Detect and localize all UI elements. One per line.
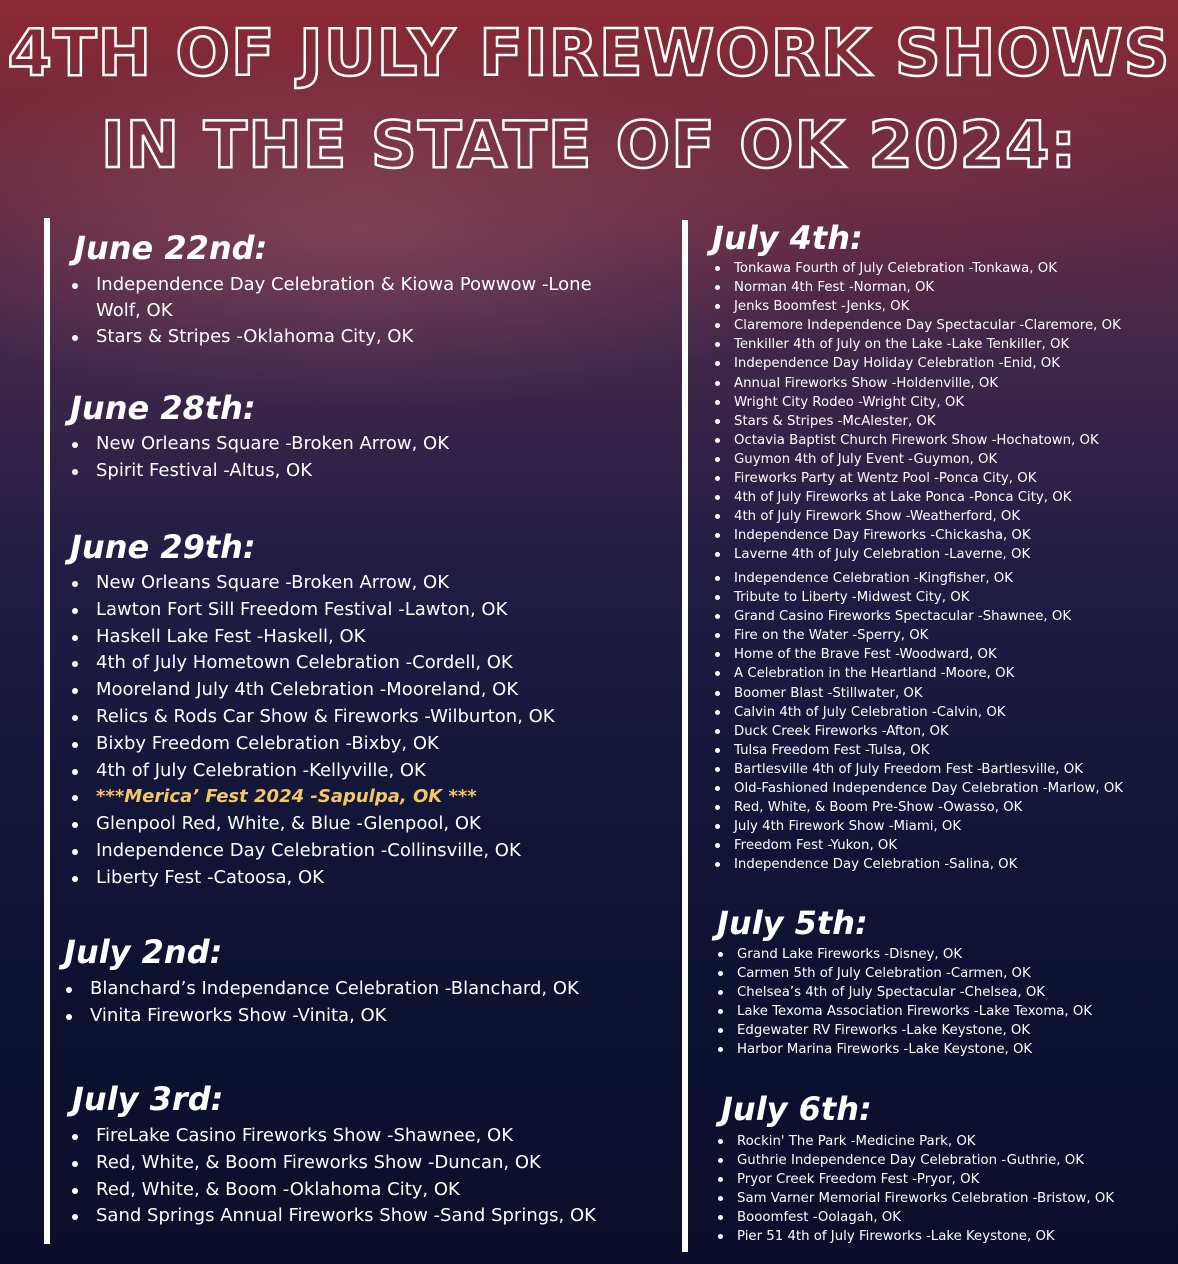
list-item: 4th of July Firework Show -Weatherford, OK xyxy=(714,507,1121,526)
list-item: Duck Creek Fireworks -Afton, OK xyxy=(714,722,1123,741)
list-item: Chelsea’s 4th of July Spectacular -Chelsea, OK xyxy=(717,983,1092,1002)
list-item: Stars & Stripes -McAlester, OK xyxy=(714,412,1121,431)
right-column-divider xyxy=(682,220,688,1252)
list-item: Lake Texoma Association Fireworks -Lake Texoma, OK xyxy=(717,1002,1092,1021)
list-item: Guymon 4th of July Event -Guymon, OK xyxy=(714,450,1121,469)
list-item: Independence Day Celebration -Salina, OK xyxy=(714,855,1123,874)
list-item: Claremore Independence Day Spectacular -Claremore, OK xyxy=(714,316,1121,335)
list-item: Blanchard’s Independance Celebration -Blanchard, OK xyxy=(64,976,579,1003)
date-heading-july-5: July 5th: xyxy=(717,904,868,942)
list-item: Rockin' The Park -Medicine Park, OK xyxy=(717,1132,1114,1151)
event-list-june-28 xyxy=(70,431,449,485)
list-item: Guthrie Independence Day Celebration -Guthrie, OK xyxy=(717,1151,1114,1170)
page-title-line-2: IN THE STATE OF OK 2024: xyxy=(100,109,1078,183)
date-heading-july-6: July 6th: xyxy=(721,1090,872,1128)
list-item: July 4th Firework Show -Miami, OK xyxy=(714,817,1123,836)
list-item: Boomer Blast -Stillwater, OK xyxy=(714,684,1123,703)
list-item: Stars & Stripes -Oklahoma City, OK xyxy=(70,324,596,351)
list-item: Sand Springs Annual Fireworks Show -Sand Springs, OK xyxy=(70,1203,596,1230)
list-item: 4th of July Hometown Celebration -Cordell, OK xyxy=(70,650,555,677)
list-item: Tonkawa Fourth of July Celebration -Tonkawa, OK xyxy=(714,259,1121,278)
list-item: Norman 4th Fest -Norman, OK xyxy=(714,278,1121,297)
list-item: Independence Day Fireworks -Chickasha, OK xyxy=(714,526,1121,545)
list-item: Tribute to Liberty -Midwest City, OK xyxy=(714,588,1123,607)
list-item: Wright City Rodeo -Wright City, OK xyxy=(714,393,1121,412)
list-item: Independence Day Celebration & Kiowa Powwow -Lone Wolf, OK xyxy=(70,272,596,324)
list-item: Fire on the Water -Sperry, OK xyxy=(714,626,1123,645)
date-heading-june-29: June 29th: xyxy=(70,528,256,566)
list-item: Fireworks Party at Wentz Pool -Ponca City, OK xyxy=(714,469,1121,488)
date-heading-june-28: June 28th: xyxy=(70,389,256,427)
list-item: Pier 51 4th of July Fireworks -Lake Keystone, OK xyxy=(717,1227,1114,1246)
list-item: Old-Fashioned Independence Day Celebration -Marlow, OK xyxy=(714,779,1123,798)
list-item: Liberty Fest -Catoosa, OK xyxy=(70,865,555,892)
list-item: Freedom Fest -Yukon, OK xyxy=(714,836,1123,855)
list-item: FireLake Casino Fireworks Show -Shawnee, OK xyxy=(70,1123,596,1150)
list-item: Jenks Boomfest -Jenks, OK xyxy=(714,297,1121,316)
event-list-july-5 xyxy=(717,945,1092,1060)
event-list-july-3 xyxy=(70,1123,596,1230)
list-item: Grand Casino Fireworks Spectacular -Shawnee, OK xyxy=(714,607,1123,626)
list-item: Spirit Festival -Altus, OK xyxy=(70,458,449,485)
list-item: Octavia Baptist Church Firework Show -Hochatown, OK xyxy=(714,431,1121,450)
list-item: Harbor Marina Fireworks -Lake Keystone, OK xyxy=(717,1040,1092,1059)
list-item: Tenkiller 4th of July on the Lake -Lake Tenkiller, OK xyxy=(714,335,1121,354)
list-item: Tulsa Freedom Fest -Tulsa, OK xyxy=(714,741,1123,760)
list-item: Haskell Lake Fest -Haskell, OK xyxy=(70,624,555,651)
list-item: Lawton Fort Sill Freedom Festival -Lawton, OK xyxy=(70,597,555,624)
highlighted-list-item: ***Merica’ Fest 2024 -Sapulpa, OK *** xyxy=(70,784,555,811)
page-title-line-1: 4TH OF JULY FIREWORK SHOWS xyxy=(7,17,1171,91)
list-item: Glenpool Red, White, & Blue -Glenpool, OK xyxy=(70,811,555,838)
list-item: Red, White, & Boom -Oklahoma City, OK xyxy=(70,1177,596,1204)
left-column-divider xyxy=(44,218,50,1244)
event-list-july-6 xyxy=(717,1132,1114,1247)
event-list-july-2 xyxy=(64,976,579,1030)
list-item: Edgewater RV Fireworks -Lake Keystone, OK xyxy=(717,1021,1092,1040)
event-list-june-22 xyxy=(70,272,596,351)
list-item: New Orleans Square -Broken Arrow, OK xyxy=(70,570,555,597)
list-item: Relics & Rods Car Show & Fireworks -Wilburton, OK xyxy=(70,704,555,731)
list-item: Mooreland July 4th Celebration -Mooreland, OK xyxy=(70,677,555,704)
list-item: Independence Celebration -Kingfisher, OK xyxy=(714,569,1123,588)
list-item: Pryor Creek Freedom Fest -Pryor, OK xyxy=(717,1170,1114,1189)
list-item: 4th of July Celebration -Kellyville, OK xyxy=(70,758,555,785)
event-list-july-4-part-1 xyxy=(714,259,1121,565)
list-item: 4th of July Fireworks at Lake Ponca -Ponca City, OK xyxy=(714,488,1121,507)
list-item: Annual Fireworks Show -Holdenville, OK xyxy=(714,374,1121,393)
list-item: Red, White, & Boom Fireworks Show -Duncan, OK xyxy=(70,1150,596,1177)
date-heading-july-3: July 3rd: xyxy=(72,1080,224,1118)
list-item: Independence Day Celebration -Collinsville, OK xyxy=(70,838,555,865)
list-item: Red, White, & Boom Pre-Show -Owasso, OK xyxy=(714,798,1123,817)
event-list-july-4-part-2 xyxy=(714,569,1123,875)
list-item: Carmen 5th of July Celebration -Carmen, OK xyxy=(717,964,1092,983)
date-heading-july-4: July 4th: xyxy=(712,219,863,257)
list-item: Home of the Brave Fest -Woodward, OK xyxy=(714,645,1123,664)
list-item: Booomfest -Oolagah, OK xyxy=(717,1208,1114,1227)
list-item: Bixby Freedom Celebration -Bixby, OK xyxy=(70,731,555,758)
date-heading-july-2: July 2nd: xyxy=(64,933,223,971)
event-list-june-29 xyxy=(70,570,555,892)
list-item: A Celebration in the Heartland -Moore, OK xyxy=(714,664,1123,683)
list-item: Calvin 4th of July Celebration -Calvin, OK xyxy=(714,703,1123,722)
list-item: New Orleans Square -Broken Arrow, OK xyxy=(70,431,449,458)
list-item: Bartlesville 4th of July Freedom Fest -Bartlesville, OK xyxy=(714,760,1123,779)
list-item: Sam Varner Memorial Fireworks Celebration -Bristow, OK xyxy=(717,1189,1114,1208)
list-item: Independence Day Holiday Celebration -Enid, OK xyxy=(714,354,1121,373)
list-item: Grand Lake Fireworks -Disney, OK xyxy=(717,945,1092,964)
list-item: Laverne 4th of July Celebration -Laverne, OK xyxy=(714,545,1121,564)
date-heading-june-22: June 22nd: xyxy=(74,229,268,267)
list-item: Vinita Fireworks Show -Vinita, OK xyxy=(64,1003,579,1030)
